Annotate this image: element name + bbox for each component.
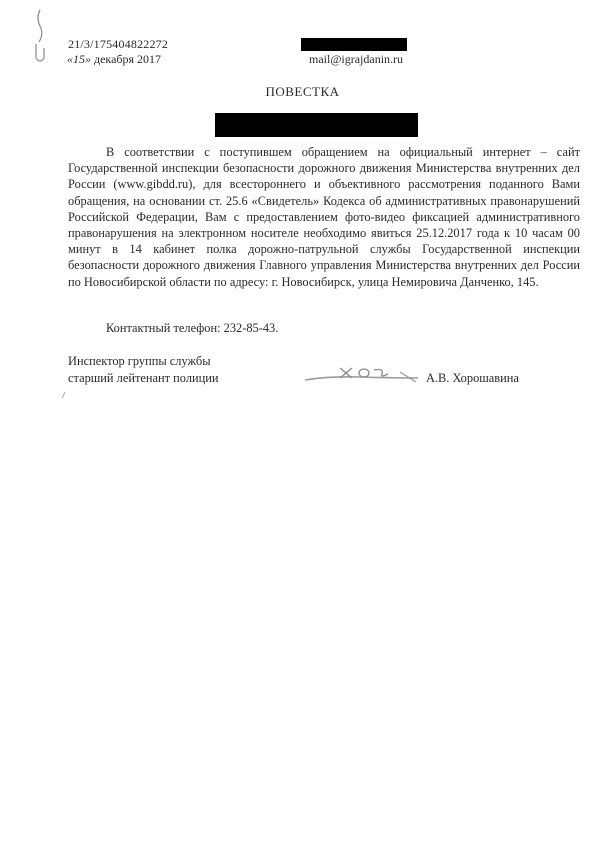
date-day: «15» <box>67 52 91 66</box>
registration-number: 21/3/175404822272 <box>68 37 169 51</box>
handwritten-signature-icon <box>300 362 420 392</box>
registration-date <box>67 52 161 67</box>
redacted-recipient <box>301 38 407 51</box>
contact-phone: Контактный телефон: 232-85-43. <box>106 321 279 335</box>
summons-paragraph: В соответствии с поступившем обращением на официальный интернет – сайт Государственной инспекции безопасности дорожного движения Министерства внутренних дел России (www.gibdd.ru), для всестороннего и объективного рассмотрения поданного Вами обращения, на основании ст. 25.6 «Свидетель» Кодекса об административных правонарушений Российской Федерации, Вам с предоставлением фото-видео фиксацией административного правонарушения на электронном носителе необходимо явиться 25.12.2017 года к 10 часам 00 минут в 14 кабинет полка дорожно-патрульной службы Государственной инспекции безопасности дорожного движения Главного управления Министерства внутренних дел России по Новосибирской области по адресу: г. Новосибирск, улица Немировича Данченко, 145. <box>68 145 580 289</box>
redacted-name <box>215 113 418 137</box>
signer-name: А.В. Хорошавина <box>426 371 519 385</box>
stray-mark-icon <box>60 390 68 400</box>
staple-mark-icon <box>30 8 50 68</box>
date-month-year: декабря 2017 <box>91 52 162 66</box>
signer-role-line-1: Инспектор группы службы <box>68 354 211 368</box>
signer-role-line-2: старший лейтенант полиции <box>68 371 219 385</box>
summons-body <box>68 144 580 290</box>
document-title: ПОВЕСТКА <box>265 84 340 99</box>
recipient-email: mail@igrajdanin.ru <box>309 52 404 66</box>
